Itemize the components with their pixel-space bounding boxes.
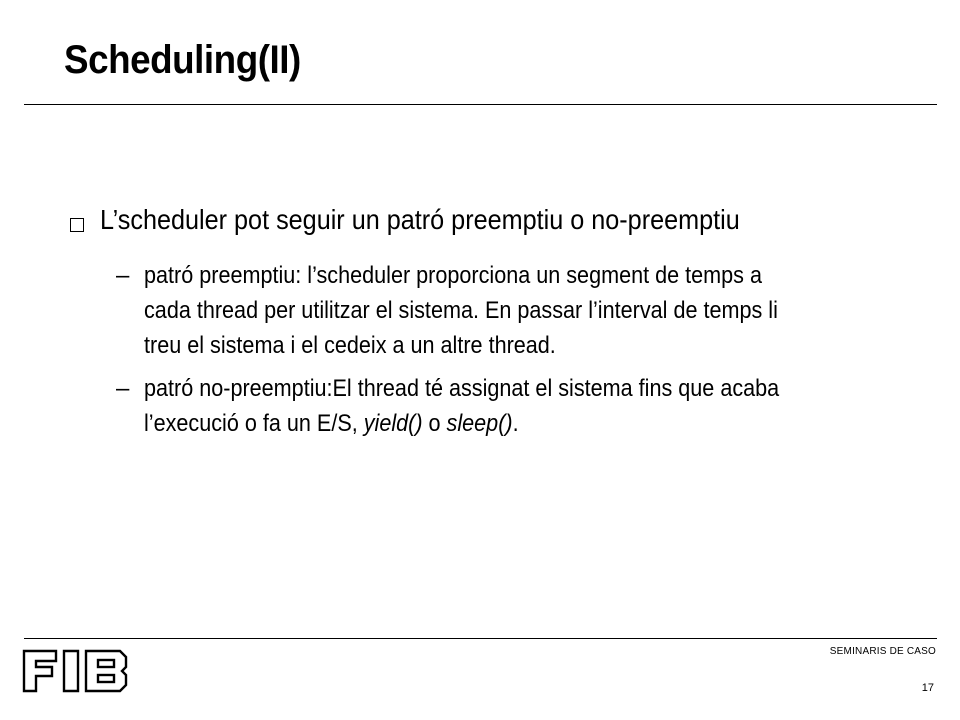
sub-item-line: [144, 406, 860, 441]
sub-item-line: treu el sistema i el cedeix a un altre thread.: [144, 332, 556, 359]
dash-marker: –: [116, 375, 130, 402]
fib-logo: [22, 648, 132, 694]
slide-content: [70, 202, 940, 441]
title-divider: [24, 104, 937, 105]
footer-label: SEMINARIS DE CASO: [829, 646, 936, 657]
sub-item-line: patró preemptiu: l’scheduler proporciona un segment de temps a: [144, 262, 762, 289]
footer-divider: [24, 638, 937, 639]
main-bullet-text: L’scheduler pot seguir un patró preemptiu o no-preemptiu: [100, 204, 740, 235]
square-bullet-icon: [70, 218, 84, 232]
slide-title: Scheduling(II): [64, 38, 301, 82]
sub-item-preemptive: [116, 258, 940, 363]
yield-code: yield(): [363, 410, 423, 437]
sub-item-line: cada thread per utilitzar el sistema. En passar l’interval de temps li: [144, 297, 778, 324]
main-bullet: [70, 202, 940, 246]
sub-item-text: .: [512, 410, 519, 437]
sleep-code: sleep(): [446, 410, 513, 437]
sub-item-non-preemptive: [116, 371, 940, 441]
sub-item-text: o: [422, 410, 447, 437]
sub-item-text: l’execució o fa un E/S,: [144, 410, 364, 437]
dash-marker: –: [116, 262, 130, 289]
sub-item-line: patró no-preemptiu:El thread té assignat el sistema fins que acaba: [144, 375, 780, 402]
page-number: 17: [921, 682, 934, 694]
